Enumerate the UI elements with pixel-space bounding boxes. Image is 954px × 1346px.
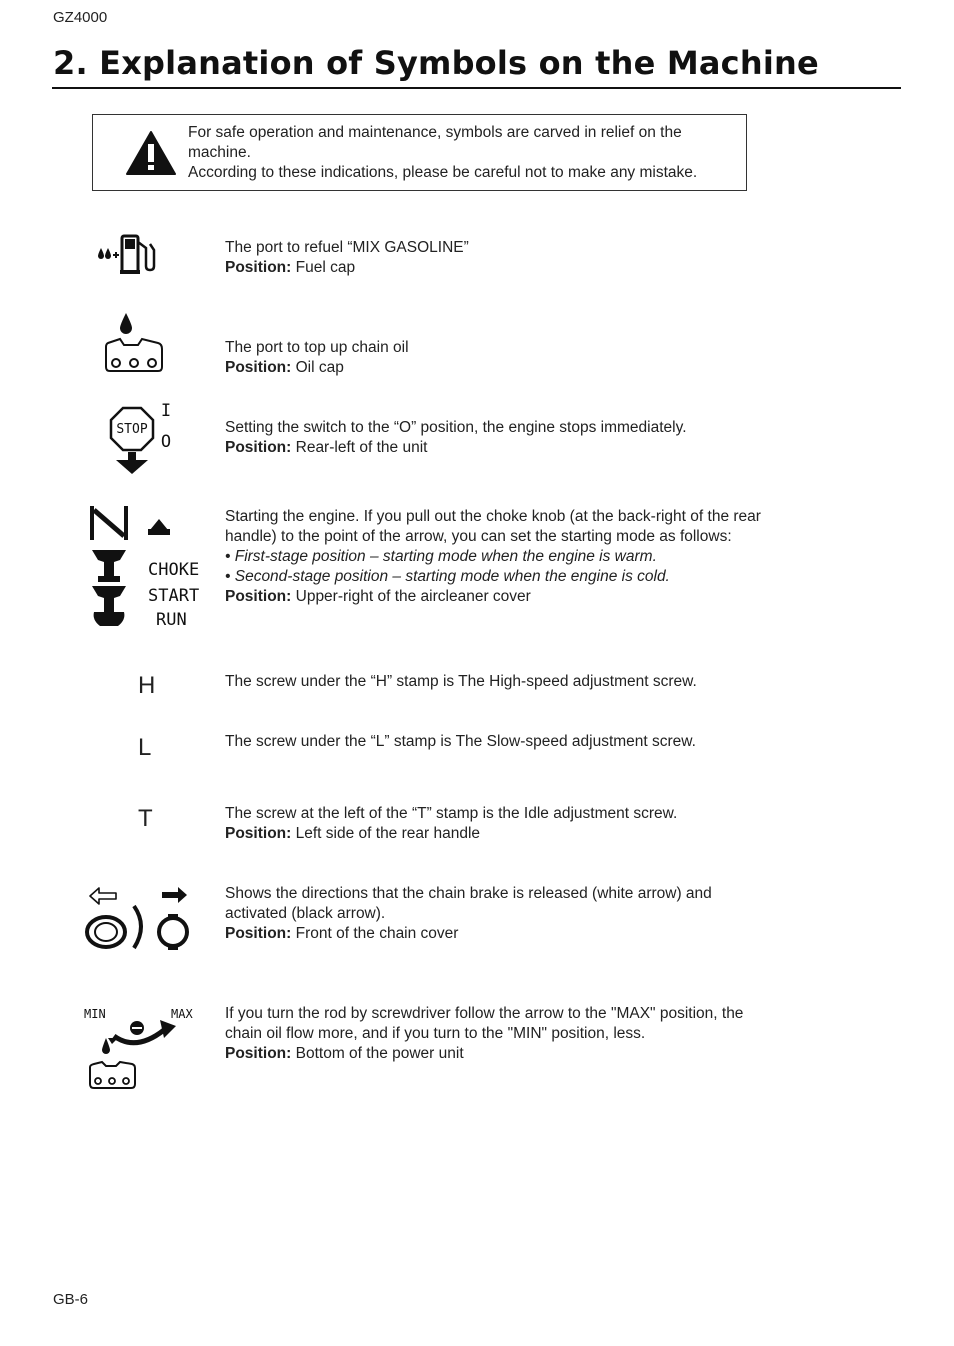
stop-switch-icon xyxy=(108,400,178,476)
oil-flow-adjust-icon xyxy=(82,1002,202,1094)
position-label: Position: xyxy=(225,925,292,942)
chain-brake-icon xyxy=(82,884,194,954)
choke-label: CHOKE xyxy=(148,560,200,580)
position-label: Position: xyxy=(225,1045,292,1062)
choke-knob-icon xyxy=(84,502,204,632)
chain-brake-position: Front of the chain cover xyxy=(295,925,459,942)
position-label: Position: xyxy=(225,588,292,605)
chain-oil-position: Oil cap xyxy=(295,359,344,376)
fuel-mix-icon xyxy=(94,230,160,278)
fuel-port-position: Fuel cap xyxy=(295,259,356,276)
run-label: RUN xyxy=(156,610,187,630)
idle-stamp: T xyxy=(138,805,153,832)
title-underline xyxy=(52,87,901,89)
start-label: START xyxy=(148,586,200,606)
model-number: GZ4000 xyxy=(53,9,108,26)
min-label: MIN xyxy=(84,1007,106,1021)
warm-start-bullet: • First-stage position – starting mode when the engine is warm. xyxy=(225,548,657,565)
idle-description: The screw at the left of the “T” stamp is the Idle adjustment screw. Position: Left side of the rear handle xyxy=(225,805,678,842)
position-label: Position: xyxy=(225,259,292,276)
idle-position: Left side of the rear handle xyxy=(295,825,481,842)
warning-triangle-icon xyxy=(125,130,177,176)
slow-speed-stamp: L xyxy=(138,734,152,761)
max-label: MAX xyxy=(171,1007,193,1021)
oil-flow-description: If you turn the rod by screwdriver follow the arrow to the "MAX" position, the chain oil flow more, and if you turn to the "MIN" position, less. Position: Bottom of the power unit xyxy=(225,1005,744,1062)
stop-switch-position: Rear-left of the unit xyxy=(295,439,428,456)
chain-oil-description: The port to top up chain oil Position: Oil cap xyxy=(225,339,409,376)
stop-switch-description: Setting the switch to the “O” position, the engine stops immediately. Position: Rear-left of the unit xyxy=(225,419,687,456)
safety-notice-box xyxy=(92,114,747,191)
safety-notice-text xyxy=(188,123,743,183)
oil-flow-position: Bottom of the power unit xyxy=(295,1045,464,1062)
position-label: Position: xyxy=(225,825,292,842)
high-speed-description: The screw under the “H” stamp is The High-speed adjustment screw. xyxy=(225,673,697,690)
safety-notice-line-1: For safe operation and maintenance, symbols are carved in relief on the machine. xyxy=(188,124,682,161)
stop-label: STOP xyxy=(116,422,148,437)
safety-notice-line-2: According to these indications, please be careful not to make any mistake. xyxy=(188,164,698,181)
choke-position: Upper-right of the aircleaner cover xyxy=(295,588,531,605)
chain-oil-icon xyxy=(102,311,166,377)
high-speed-stamp: H xyxy=(138,672,156,699)
page-number: GB-6 xyxy=(53,1291,89,1308)
chain-brake-description: Shows the directions that the chain brake is released (white arrow) and activated (black arrow). Position: Front of the chain cover xyxy=(225,885,712,942)
choke-description: Starting the engine. If you pull out the choke knob (at the back-right of the rear handle) to the point of the arrow, you can set the starting mode as follows: • First-stage position – starting mode when the engine is warm. • Second-stage position – starting mode when the engine is cold. Position: Upper-right of the aircleaner cover xyxy=(225,507,765,607)
position-label: Position: xyxy=(225,359,292,376)
fuel-port-description: The port to refuel “MIX GASOLINE” Position: Fuel cap xyxy=(225,239,469,276)
switch-off-label: O xyxy=(160,432,172,452)
cold-start-bullet: • Second-stage position – starting mode when the engine is cold. xyxy=(225,568,670,585)
slow-speed-description: The screw under the “L” stamp is The Slow-speed adjustment screw. xyxy=(225,733,696,750)
position-label: Position: xyxy=(225,439,292,456)
switch-on-label: I xyxy=(160,401,172,421)
section-title: 2. Explanation of Symbols on the Machine xyxy=(53,44,819,82)
